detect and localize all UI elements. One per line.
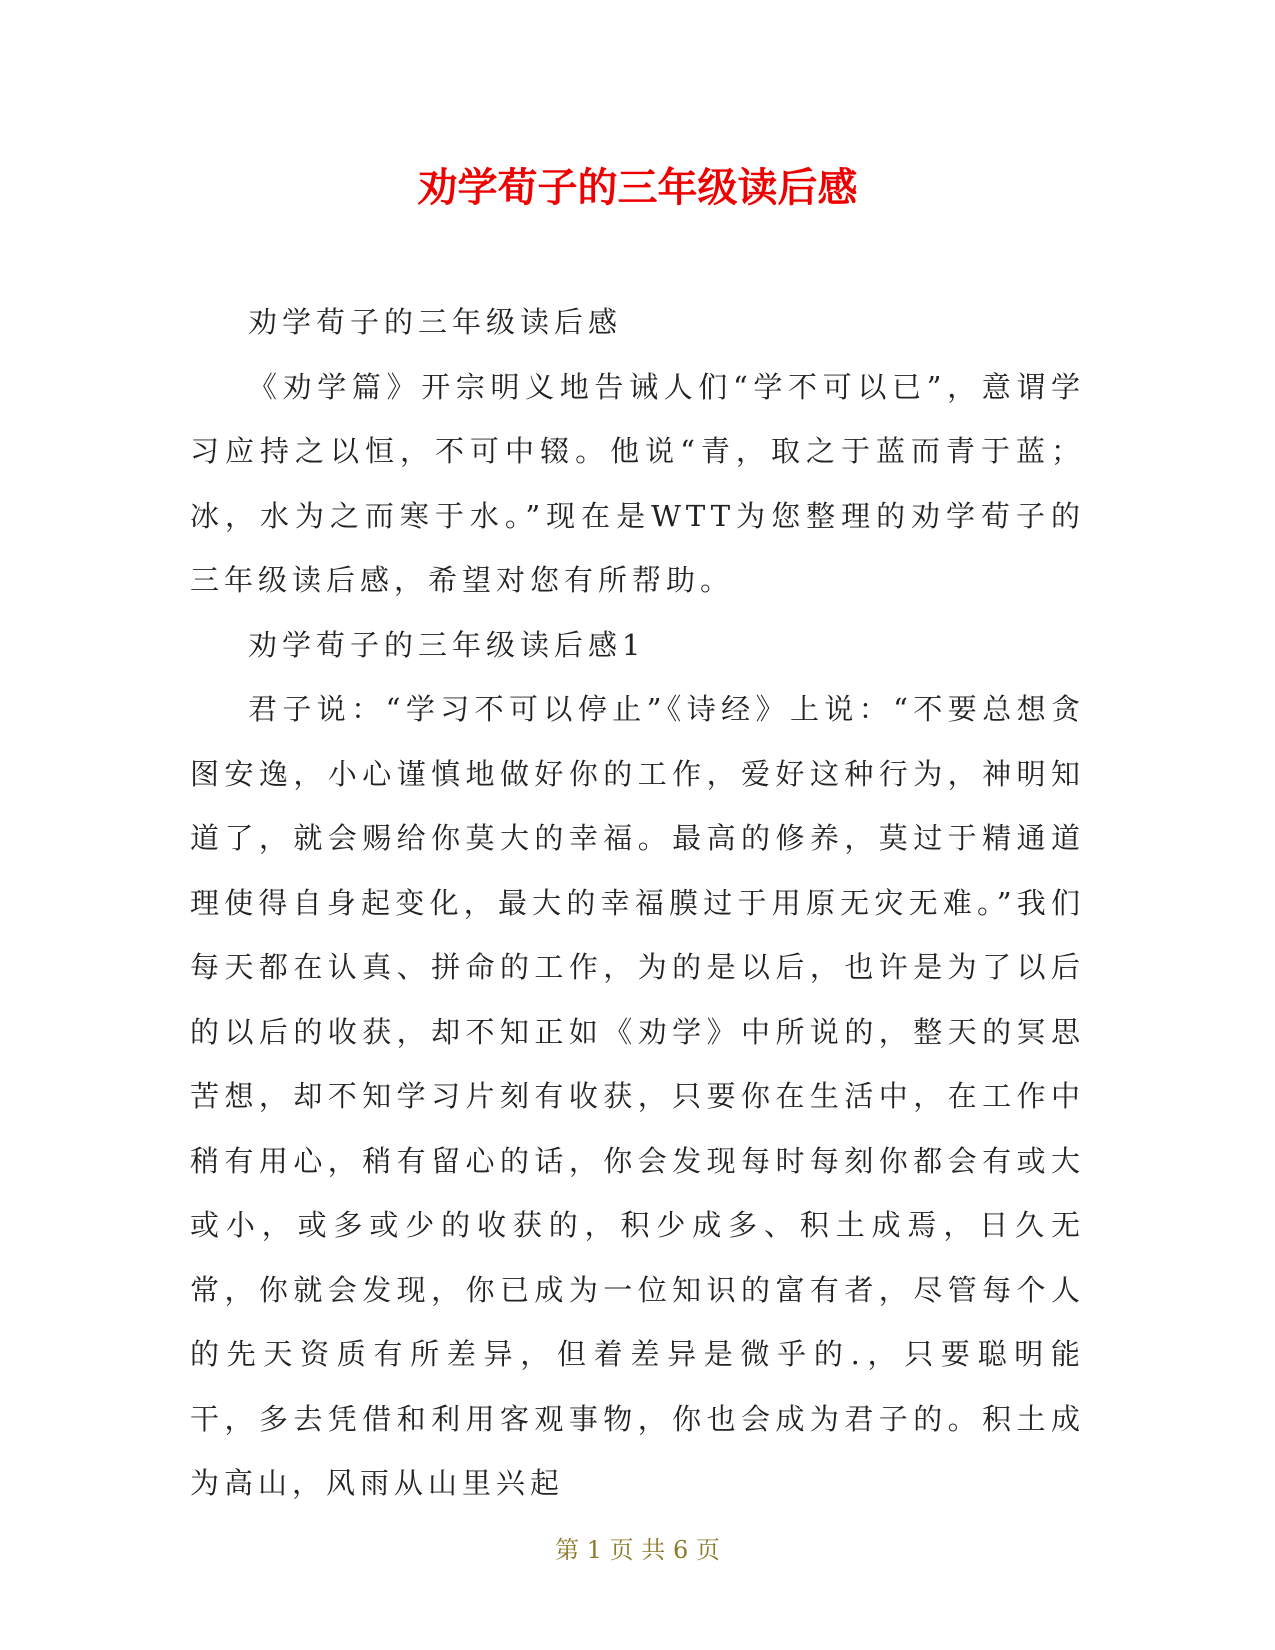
document-title: 劝学荀子的三年级读后感 [417,165,858,211]
paragraph-heading: 劝学荀子的三年级读后感 [248,305,623,339]
paragraph-body: 君子说：“学习不可以停止”《诗经》上说：“不要总想贪图安逸，小心谨慎地做好你的工作，爱好这种行为，神明知道了，就会赐给你莫大的幸福。最高的修养，莫过于精通道理使得自身起变化，最大的幸福膜过于用原无灾无难。”我们每天都在认真、拼命的工作，为的是以后，也许是为了以后的以后的收获，却不知正如《劝学》中所说的，整天的冥思苦想，却不知学习片刻有收获，只要你在生活中，在工作中稍有用心，稍有留心的话，你会发现每时每刻你都会有或大或小，或多或少的收获的，积少成多、积土成焉，日久无常，你就会发现，你已成为一位知识的富有者，尽管每个人的先天资质有所差异，但着差异是微乎的.，只要聪明能干，多去凭借和利用客观事物，你也会成为君子的。积土成为高山，风雨从山里兴起 [190,692,1085,1500]
paragraph-intro: 《劝学篇》开宗明义地告诫人们“学不可以已”，意谓学习应持之以恒，不可中辍。他说“青，取之于蓝而青于蓝；冰，水为之而寒于水。”现在是WTT为您整理的劝学荀子的三年级读后感，希望对您有所帮助。 [190,369,1085,597]
page-number-footer: 第 1 页 共 6 页 [555,1536,720,1564]
paragraph-section-heading: 劝学荀子的三年级读后感1 [248,627,646,662]
document-body [190,290,1085,1516]
